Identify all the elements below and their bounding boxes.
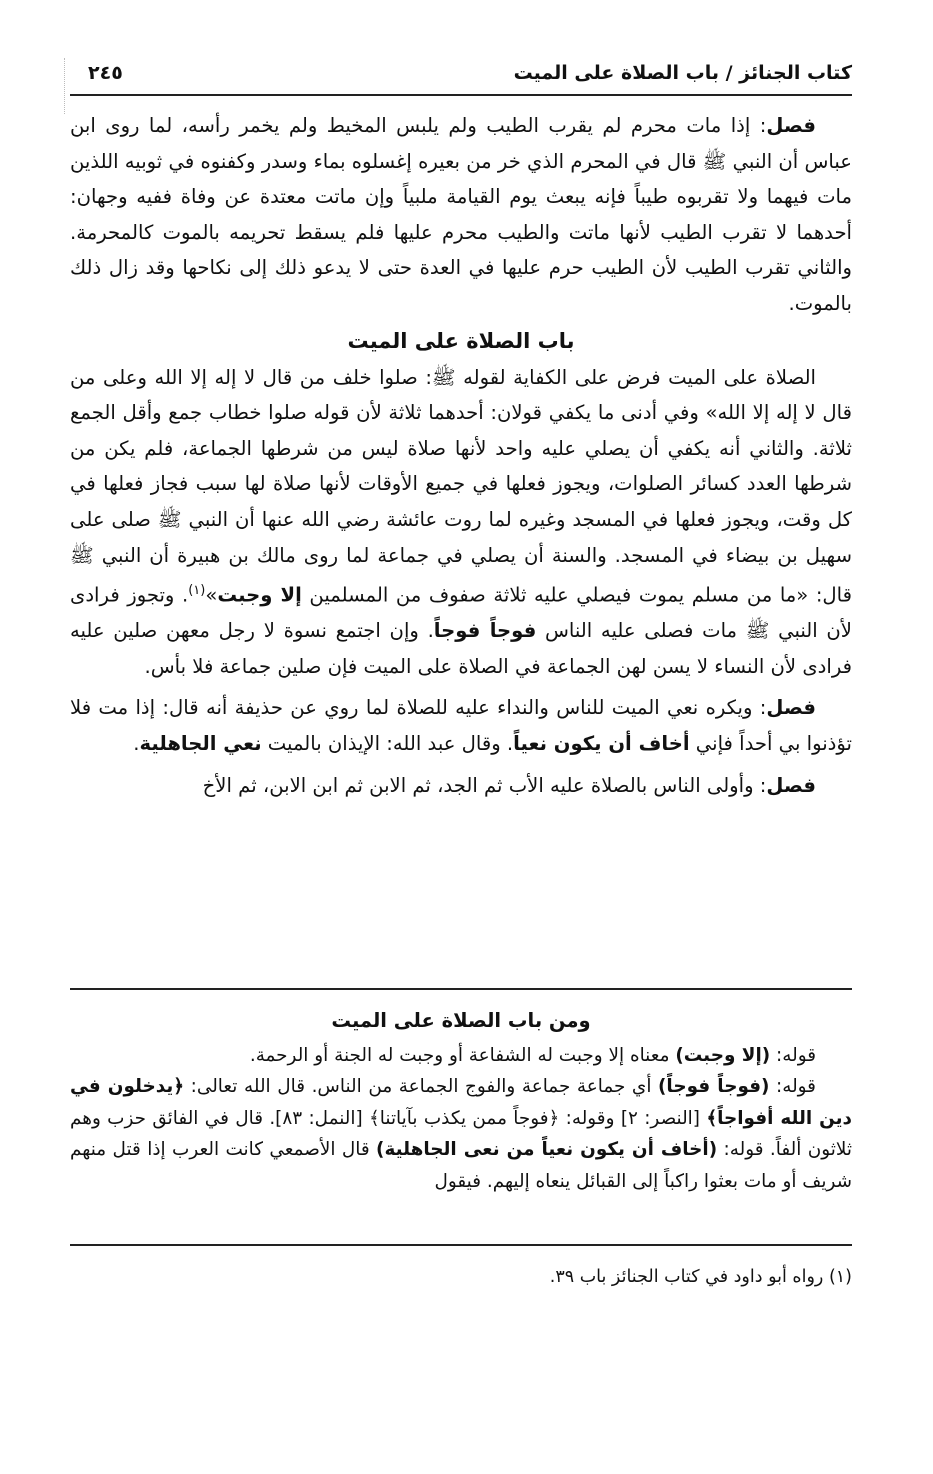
paragraph-text: . وقال عبد الله: الإيذان بالميت xyxy=(261,732,514,756)
bold-phrase: (فوجاً فوجاً) xyxy=(658,1076,770,1098)
paragraph-fasl-awla xyxy=(70,768,852,804)
commentary-paragraph xyxy=(70,1071,852,1197)
running-header xyxy=(70,50,852,94)
paragraph-fasl-muhrim xyxy=(70,108,852,322)
header-title: كتاب الجنائز / باب الصلاة على الميت xyxy=(513,62,852,84)
paragraph-text: . xyxy=(133,732,140,756)
footnotes xyxy=(70,1262,852,1292)
commentary-paragraph xyxy=(70,1040,852,1071)
commentary-text: قوله: xyxy=(770,1045,816,1066)
bold-phrase: أخاف أن يكون نعياً xyxy=(513,732,690,756)
footnote-rule xyxy=(70,1244,852,1246)
bold-phrase: (أخاف أن يكون نعياً من نعى الجاهلية) xyxy=(376,1139,718,1161)
commentary-text: قال الأصمعي كانت العرب إذا قتل منهم شريف أو مات بعثوا راكباً إلى القبائل ينعاه إليهم. فيقول xyxy=(70,1139,852,1192)
paragraph-fasl-nai xyxy=(70,690,852,761)
bold-phrase: ﴿يدخلون في دين الله أفواجاً﴾ xyxy=(70,1076,852,1129)
margin-mark xyxy=(64,58,66,114)
commentary-text: [النصر: ٢] وقوله: ﴿فوجاً ممن يكذب بآياتنا﴾ [النمل: ٨٣]. قال في الفائق حزب وهم ثلاثون ألفاً. قوله: xyxy=(70,1107,852,1161)
footnote-ref: (١) xyxy=(188,583,206,599)
paragraph-salat-mayyit xyxy=(70,360,852,685)
paragraph-text: . وتجوز فرادى لأن النبي ﷺ مات فصلى عليه الناس xyxy=(70,583,852,643)
paragraph-text: : وأولى الناس بالصلاة عليه الأب ثم الجد، ثم الابن ثم ابن الابن، ثم الأخ xyxy=(202,773,767,797)
footnote-text: رواه أبو داود في كتاب الجنائز باب ٣٩. xyxy=(549,1267,824,1287)
paragraph-text: : إذا مات محرم لم يقرب الطيب ولم يلبس المخيط ولم يخمر رأسه، لما روى ابن عباس أن النبي ﷺ قال في المحرم الذي خر من بعيره إغسلوه بماء وسدر وكفنوه في ثوبيه اللذين مات فيهما ولا تقربوه طيباً فإنه يبعث يوم القيامة ملبياً وإن ماتت معتدة عن وفاة ففيه وجهان: أحدهما لا تقرب الطيب لأنها ماتت والطيب محرم عليها فلم يسقط تحريمه بالموت كالمحرمة. والثاني تقرب الطيب لأن الطيب حرم عليها في العدة حتى لا يدعو ذلك إلى نكاحها وقد زال ذلك بالموت. xyxy=(70,114,852,315)
chapter-title: باب الصلاة على الميت xyxy=(347,328,575,353)
commentary-text: معناه إلا وجبت له الشفاعة أو وجبت له الجنة أو الرحمة. xyxy=(249,1045,676,1066)
footnote xyxy=(70,1262,852,1292)
page-number: ٢٤٥ xyxy=(88,62,123,84)
footnote-number: (١) xyxy=(828,1267,852,1287)
fasl-heading: فصل xyxy=(766,773,816,797)
commentary-text: أي جماعة جماعة والفوج الجماعة من الناس. قال الله تعالى: xyxy=(184,1076,659,1098)
bold-phrase: فوجاً فوجاً xyxy=(433,619,537,643)
main-text xyxy=(70,108,852,803)
bold-phrase: (إلا وجبت) xyxy=(675,1045,771,1066)
fasl-heading: فصل xyxy=(766,114,816,137)
bold-phrase: نعي الجاهلية xyxy=(139,732,262,756)
paragraph-text: . وإن اجتمع نسوة لا رجل معهن صلين عليه فرادى لأن النساء لا يسن لهن الجماعة في الصلاة على الميت فإن صلين جماعة فلا بأس. xyxy=(70,619,852,678)
header-rule xyxy=(70,94,852,96)
bold-phrase: إلا وجبت xyxy=(217,583,302,607)
commentary-text: قوله: xyxy=(769,1076,816,1098)
commentary xyxy=(70,1004,852,1197)
page xyxy=(70,0,852,1474)
paragraph-text: : ويكره نعي الميت للناس والنداء عليه للصلاة لما روي عن حذيفة أنه قال: إذا مت فلا تؤذنوا بي أحداً فإني xyxy=(70,696,852,756)
commentary-rule xyxy=(70,988,852,990)
fasl-heading: فصل xyxy=(766,696,816,720)
commentary-title: ومن باب الصلاة على الميت xyxy=(331,1009,591,1032)
paragraph-text: » xyxy=(205,583,218,607)
paragraph-text: الصلاة على الميت فرض على الكفاية لقوله ﷺ: صلوا خلف من قال لا إله إلا الله وعلى من قال لا إله إلا الله» وفي أدنى ما يكفي قولان: أحدهما ثلاثة لأن قوله صلوا خطاب جمع وأقل الجمع ثلاثة. والثاني أنه يكفي أن يصلي عليه واحد لأنها صلاة ليس من شرطها الجماعة، فلم يكن من شرطها العدد كسائر الصلوات، ويجوز فعلها في جميع الأوقات لأنها صلاة لها سبب فجاز فعلها في كل وقت، ويجوز فعلها في المسجد وغيره لما روت عائشة رضي الله عنها أن النبي ﷺ صلى على سهيل بن بيضاء في المسجد. والسنة أن يصلي في جماعة لما روى مالك بن هبيرة أن النبي ﷺ قال: «ما من مسلم يموت فيصلي عليه ثلاثة صفوف من المسلمين xyxy=(70,365,853,607)
